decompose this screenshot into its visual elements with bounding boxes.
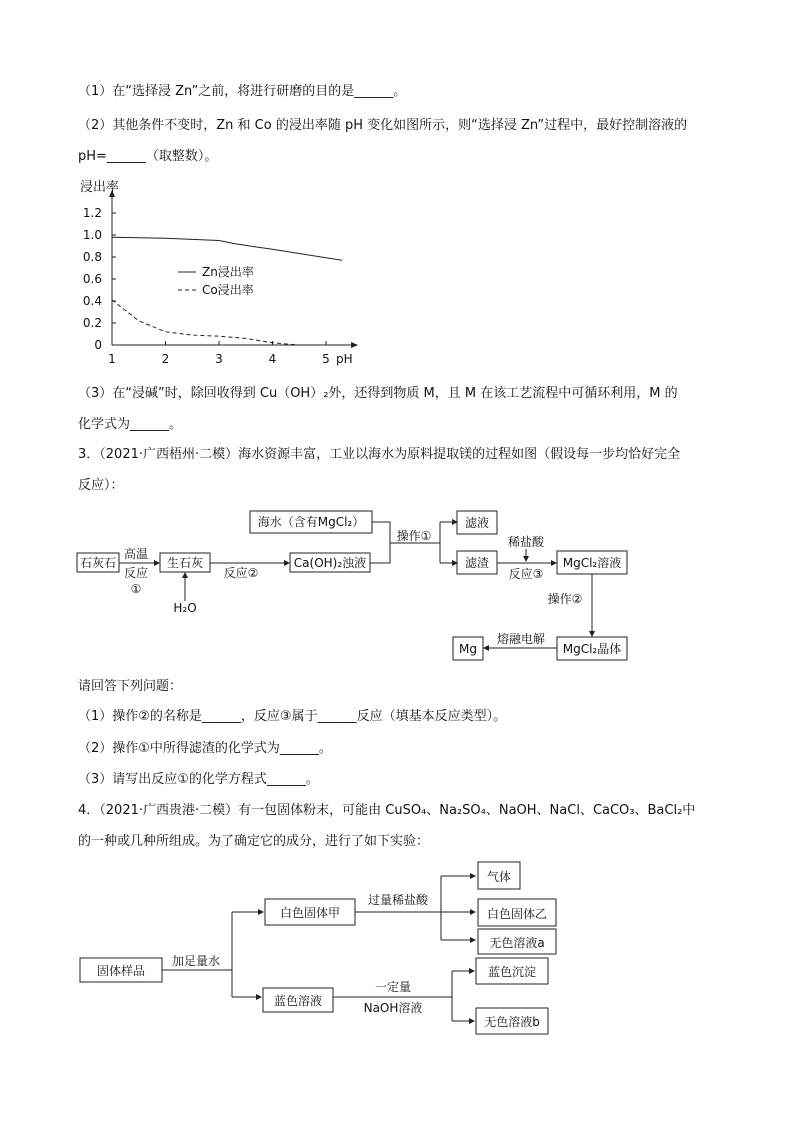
- y-tick-label: 0.6: [82, 272, 102, 286]
- label-white-solid-b: 白色固体乙: [486, 907, 548, 921]
- label-excess-hcl: 过量稀盐酸: [367, 893, 429, 907]
- arrowhead-q4-2: [256, 994, 262, 1000]
- label-filtrate: 滤液: [464, 516, 490, 530]
- q3-sub2: （2）操作①中所得滤渣的化学式为______。: [78, 741, 332, 756]
- x-axis-label: pH: [336, 352, 353, 366]
- x-tick-label: 4: [268, 352, 277, 366]
- label-naoh: NaOH溶液: [363, 1001, 423, 1015]
- label-water: H₂O: [173, 601, 197, 615]
- q2-part1: （1）在“选择浸 Zn”之前，将进行研磨的目的是______。: [78, 84, 407, 99]
- label-op1: 操作①: [396, 529, 432, 543]
- cond-reaction: 反应: [123, 566, 149, 580]
- x-tick-label: 2: [161, 352, 170, 366]
- label-colorless-a: 无色溶液a: [489, 936, 545, 950]
- q2-part3-cont: 化学式为______。: [78, 417, 183, 432]
- y-tick-label: 1.2: [82, 206, 102, 220]
- legend-label-zn: Zn浸出率: [202, 265, 254, 279]
- q2-part3: （3）在“浸碱”时，除回收得到 Cu（OH）₂外，还得到物质 M，且 M 在该工艺流程中可循环利用，M 的: [78, 386, 678, 401]
- label-electrolysis: 熔融电解: [496, 632, 546, 646]
- y-tick-label: 0.4: [82, 294, 102, 308]
- label-mg: Mg: [459, 642, 477, 656]
- x-tick-label: 3: [215, 352, 223, 366]
- legend-label-co: Co浸出率: [202, 283, 254, 297]
- label-hcl: 稀盐酸: [507, 535, 545, 549]
- cond-high-temp: 高温: [123, 547, 149, 561]
- cond-number-1: ①: [130, 582, 142, 596]
- label-caoh2: Ca(OH)₂浊液: [293, 556, 367, 570]
- label-seawater: 海水（含有MgCl₂）: [257, 515, 365, 529]
- label-reaction-3: 反应③: [508, 567, 544, 581]
- label-quicklime: 生石灰: [166, 556, 204, 570]
- label-certain-amount: 一定量: [374, 980, 412, 994]
- y-tick-label: 0.2: [82, 316, 102, 330]
- x-tick-label: 5: [322, 352, 330, 366]
- label-sample: 固体样品: [96, 964, 146, 978]
- q3-sub3: （3）请写出反应①的化学方程式______。: [78, 772, 319, 787]
- y-tick-label: 0.8: [82, 250, 102, 264]
- q2-part2: （2）其他条件不变时，Zn 和 Co 的浸出率随 pH 变化如图所示，则“选择浸 Zn”过程中，最好控制溶液的: [78, 118, 688, 133]
- label-blue-ppt: 蓝色沉淀: [487, 965, 537, 979]
- y-tick-label: 1.0: [82, 228, 102, 242]
- q3-stem-cont: 反应）：: [78, 478, 124, 493]
- label-add-water: 加足量水: [171, 954, 221, 968]
- arrowhead-q4-6: [469, 968, 475, 974]
- q4-stem-cont: 的一种或几种所组成。为了确定它的成分，进行了如下实验：: [78, 834, 430, 849]
- arrowhead-q4-1: [258, 909, 264, 915]
- arrowhead-q4-4: [470, 909, 476, 915]
- label-limestone: 石灰石: [79, 556, 117, 570]
- q4-stem: 4．（2021·广西贵港·二模）有一包固体粉末，可能由 CuSO₄、Na₂SO₄、NaOH、NaCl、CaCO₃、BaCl₂中: [78, 803, 696, 818]
- q3-ask: 请回答下列问题：: [78, 679, 183, 694]
- x-tick-label: 1: [108, 352, 116, 366]
- label-gas: 气体: [486, 870, 512, 884]
- q3-stem: 3．（2021·广西梧州·二模）海水资源丰富，工业以海水为原料提取镁的过程如图（假设每一步均恰好完全: [78, 447, 681, 462]
- arrowhead-q4-5: [470, 937, 476, 943]
- label-blue-solution: 蓝色溶液: [273, 994, 323, 1008]
- label-white-solid-a: 白色固体甲: [279, 906, 341, 920]
- arrowhead-q4-7: [469, 1018, 475, 1024]
- arrowhead-q4-3: [470, 873, 476, 879]
- label-mgcl2-crystal: MgCl₂晶体: [562, 642, 622, 656]
- label-residue: 滤渣: [464, 556, 490, 570]
- y-tick-label: 0: [94, 338, 102, 352]
- q3-sub1: （1）操作②的名称是______，反应③属于______反应（填基本反应类型）。: [78, 709, 507, 724]
- q2-part2-cont: pH=______（取整数）。: [78, 149, 218, 164]
- label-reaction-2: 反应②: [223, 566, 259, 580]
- label-op2: 操作②: [547, 592, 583, 606]
- label-colorless-b: 无色溶液b: [484, 1015, 540, 1029]
- y-axis-label: 浸出率: [80, 180, 120, 195]
- label-mgcl2-solution: MgCl₂溶液: [562, 556, 622, 570]
